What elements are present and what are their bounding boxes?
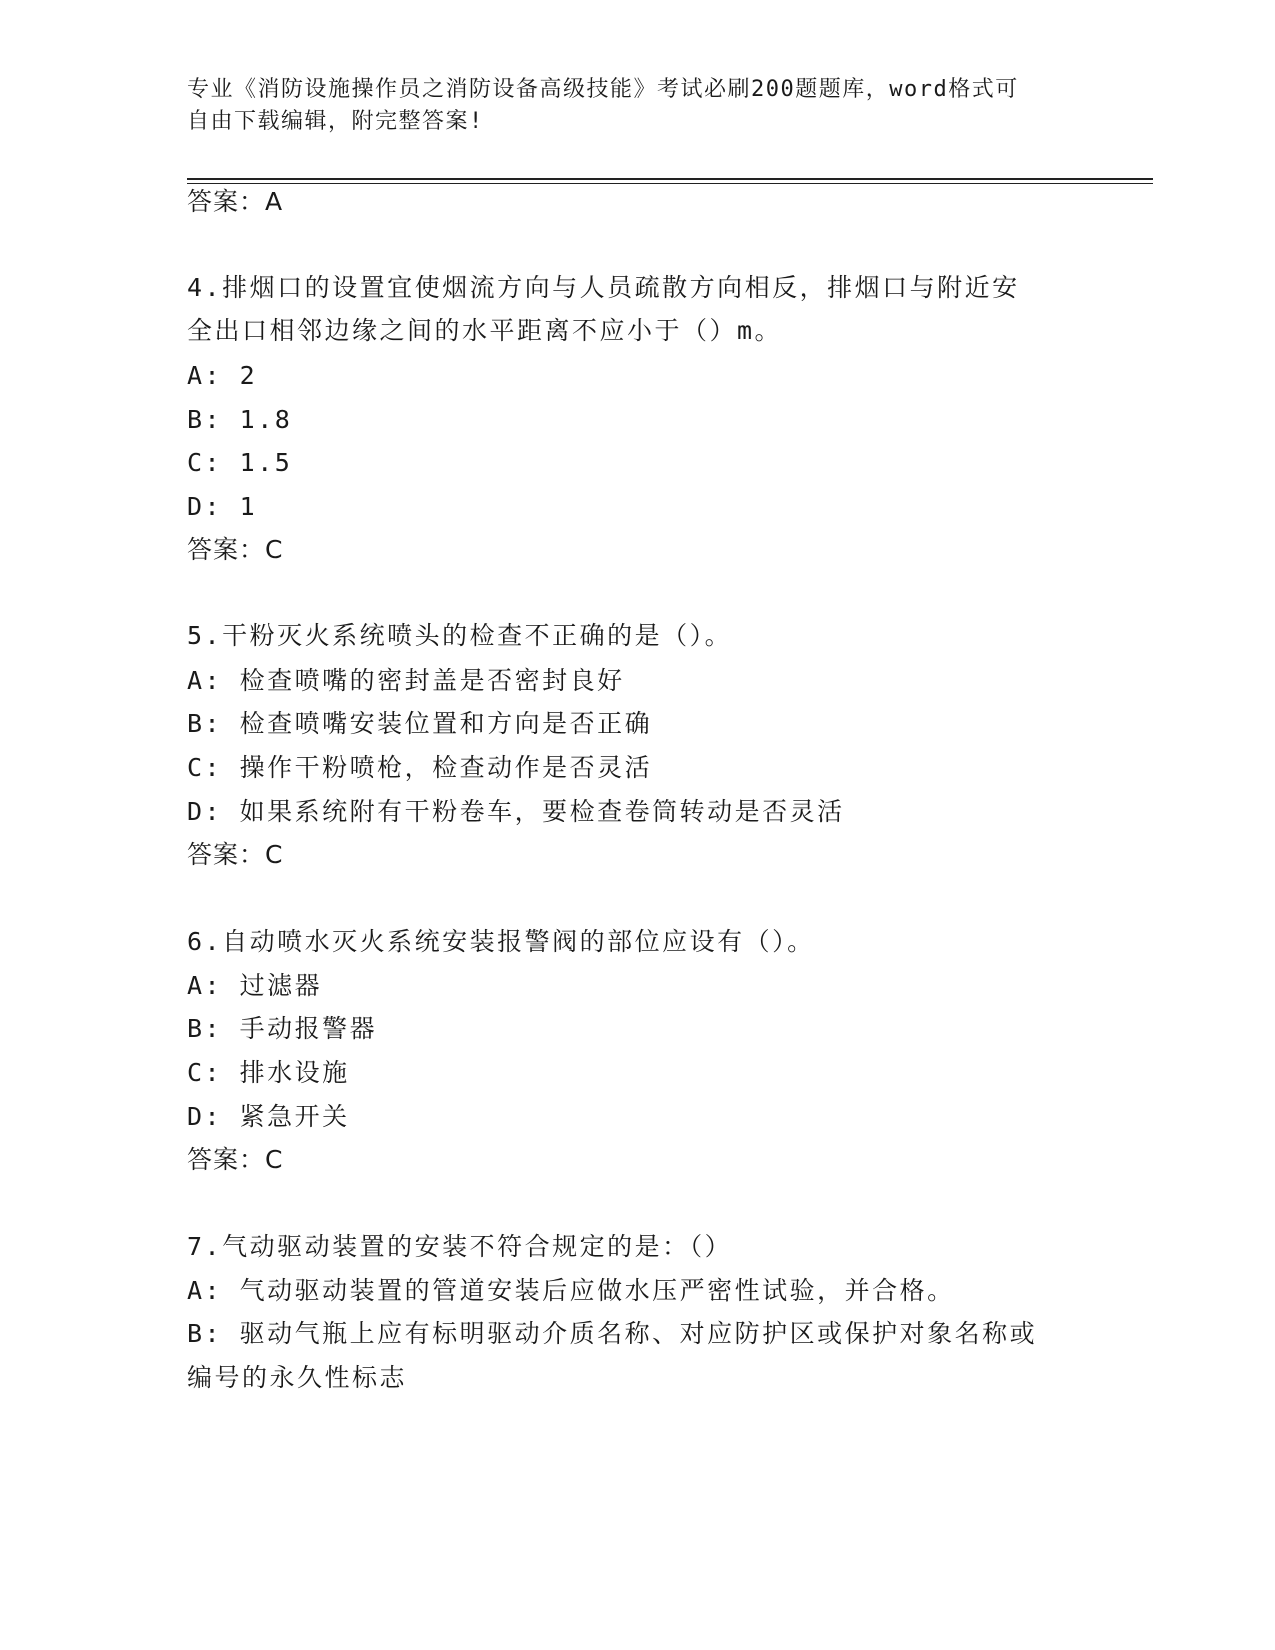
q6-option-d: D: 紧急开关	[187, 1102, 350, 1131]
q4-stem-line-1: 4.排烟口的设置宜使烟流方向与人员疏散方向相反，排烟口与附近安	[187, 273, 1020, 302]
q5-option-a: A: 检查喷嘴的密封盖是否密封良好	[187, 666, 625, 695]
q7-option-a: A: 气动驱动装置的管道安装后应做水压严密性试验，并合格。	[187, 1276, 955, 1305]
q7-option-b-line-1: B: 驱动气瓶上应有标明驱动介质名称、对应防护区或保护对象名称或	[187, 1319, 1038, 1348]
q4-option-c: C: 1.5	[187, 448, 293, 477]
q4-option-a: A: 2	[187, 361, 258, 390]
q6-answer: 答案：C	[187, 1145, 284, 1174]
header-line-1: 专业《消防设施操作员之消防设备高级技能》考试必刷200题题库，word格式可	[187, 77, 1019, 102]
document-header	[187, 74, 1067, 138]
q6-option-c: C: 排水设施	[187, 1058, 350, 1087]
q5-option-d: D: 如果系统附有干粉卷车，要检查卷筒转动是否灵活	[187, 797, 845, 826]
q7-option-b-line-2: 编号的永久性标志	[187, 1363, 408, 1392]
q5-answer: 答案：C	[187, 840, 284, 869]
q4-answer: 答案：C	[187, 535, 284, 564]
q5-option-b: B: 检查喷嘴安装位置和方向是否正确	[187, 709, 653, 738]
answer-previous: 答案：A	[187, 187, 284, 216]
q4-option-d: D: 1	[187, 492, 258, 521]
q6-option-a: A: 过滤器	[187, 971, 323, 1000]
header-line-2: 自由下载编辑，附完整答案!	[187, 109, 484, 134]
q5-stem: 5.干粉灭火系统喷头的检查不正确的是（）。	[187, 621, 733, 650]
q4-option-b: B: 1.8	[187, 405, 293, 434]
q5-option-c: C: 操作干粉喷枪，检查动作是否灵活	[187, 753, 653, 782]
header-rule-thin	[187, 183, 1153, 184]
q6-option-b: B: 手动报警器	[187, 1014, 378, 1043]
q6-stem: 6.自动喷水灭火系统安装报警阀的部位应设有（）。	[187, 927, 815, 956]
q4-stem-line-2: 全出口相邻边缘之间的水平距离不应小于（）m。	[187, 316, 783, 345]
q7-stem: 7.气动驱动装置的安装不符合规定的是：（）	[187, 1232, 733, 1261]
header-rule-thick	[187, 178, 1153, 180]
